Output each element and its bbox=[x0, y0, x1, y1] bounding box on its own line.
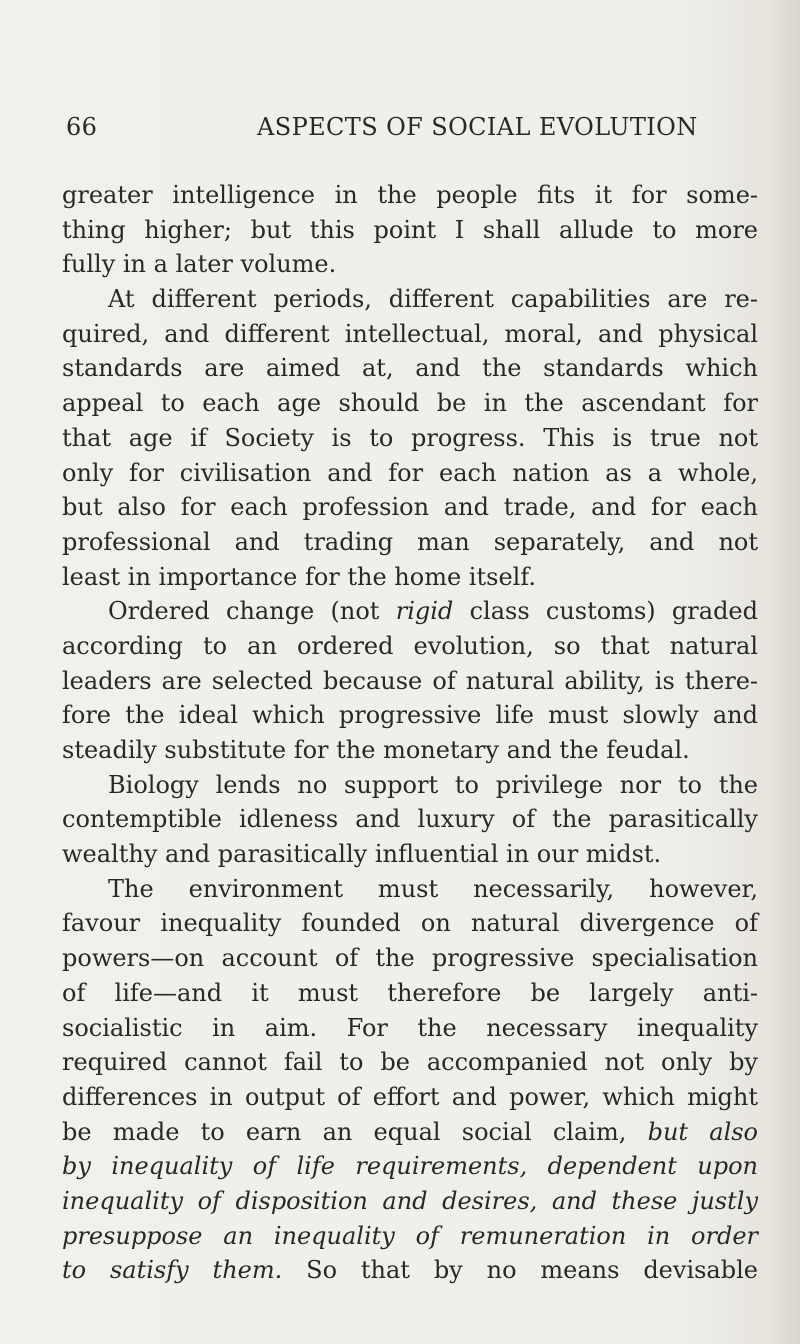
body-text bbox=[62, 178, 758, 1288]
text-line: contemptible idleness and luxury of the parasitically bbox=[62, 805, 758, 834]
italic-segment: to satisfy them. bbox=[62, 1256, 283, 1285]
paragraph-start-line: At different periods, different capabilities are re- bbox=[108, 285, 758, 314]
text-line: that age if Society is to progress. This is true not bbox=[62, 423, 758, 452]
text-segment: Ordered change (not bbox=[108, 597, 396, 626]
paragraph-start-line: The environment must necessarily, however, bbox=[108, 874, 758, 903]
running-title: ASPECTS OF SOCIAL EVOLUTION bbox=[257, 113, 698, 141]
text-line: fore the ideal which progressive life must slowly and bbox=[62, 701, 758, 730]
text-line: greater intelligence in the people fits it for some- bbox=[62, 181, 758, 209]
text-line bbox=[62, 1115, 758, 1150]
text-line: appeal to each age should be in the ascendant for bbox=[62, 389, 758, 418]
text-line: differences in output of effort and power, which might bbox=[62, 1082, 758, 1111]
text-segment: class customs) graded bbox=[453, 597, 758, 626]
text-line: according to an ordered evolution, so that natural bbox=[62, 631, 758, 660]
text-line: but also for each profession and trade, and for each bbox=[62, 493, 758, 522]
text-segment: So that by no means devisable bbox=[306, 1256, 758, 1285]
running-head bbox=[66, 113, 756, 153]
text-segment: be made to earn an equal social claim, bbox=[62, 1117, 627, 1146]
paragraph-start-line: Biology lends no support to privilege nor to the bbox=[108, 770, 758, 799]
text-line: powers—on account of the progressive specialisation bbox=[62, 944, 758, 973]
text-line: of life—and it must therefore be largely anti- bbox=[62, 978, 758, 1007]
text-line bbox=[62, 1253, 758, 1288]
text-line: required cannot fail to be accompanied not only by bbox=[62, 1048, 758, 1077]
italic-word: rigid bbox=[395, 597, 454, 626]
text-line: least in importance for the home itself. bbox=[62, 562, 536, 591]
italic-line: presuppose an inequality of remuneration in order bbox=[62, 1221, 758, 1250]
text-line: steadily substitute for the monetary and the feudal. bbox=[62, 736, 690, 764]
paragraph-start-line bbox=[62, 594, 758, 629]
page-number: 66 bbox=[66, 113, 98, 141]
italic-line: by inequality of life requirements, dependent upon bbox=[62, 1152, 758, 1181]
text-line: fully in a later volume. bbox=[62, 250, 337, 279]
text-line: standards are aimed at, and the standards which bbox=[62, 354, 758, 383]
italic-segment: but also bbox=[647, 1117, 759, 1146]
text-line: wealthy and parasitically influential in our midst. bbox=[62, 840, 662, 869]
text-line: professional and trading man separately, and not bbox=[62, 527, 758, 556]
text-line: quired, and different intellectual, moral, and physical bbox=[62, 319, 758, 348]
text-line: thing higher; but this point I shall allude to more bbox=[62, 215, 758, 244]
text-line: favour inequality founded on natural divergence of bbox=[62, 909, 758, 938]
text-line: socialistic in aim. For the necessary inequality bbox=[62, 1013, 758, 1042]
text-line: leaders are selected because of natural ability, is there- bbox=[62, 666, 758, 695]
italic-line: inequality of disposition and desires, and these justly bbox=[62, 1186, 758, 1215]
text-line: only for civilisation and for each nation as a whole, bbox=[62, 458, 758, 487]
